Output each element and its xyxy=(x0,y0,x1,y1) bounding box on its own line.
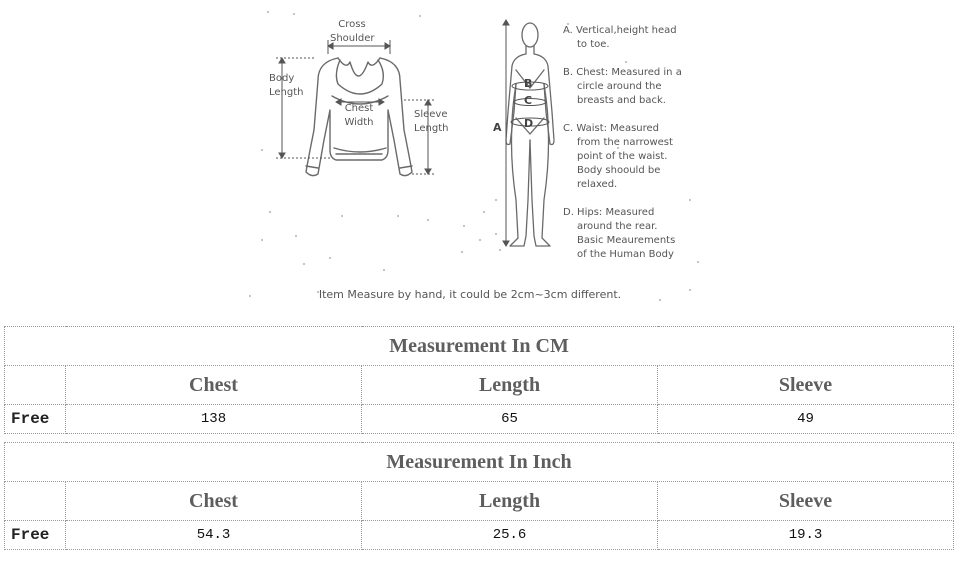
body-letter-a: A xyxy=(493,121,502,134)
note-line: of the Human Body xyxy=(577,249,674,260)
note-vertical xyxy=(563,24,703,52)
note-line: from the narrowest xyxy=(577,137,673,148)
value-sleeve: 49 xyxy=(658,405,954,434)
table-title: Measurement In Inch xyxy=(5,443,954,482)
measurement-disclaimer: Item Measure by hand, it could be 2cm~3cm different. xyxy=(318,288,622,301)
table-header-row xyxy=(5,366,954,405)
row-label: Free xyxy=(5,521,66,550)
note-line: relaxed. xyxy=(577,179,618,190)
header-chest: Chest xyxy=(66,482,362,521)
table-row xyxy=(5,521,954,550)
value-chest: 138 xyxy=(66,405,362,434)
row-label: Free xyxy=(5,405,66,434)
sleeve-length-label: Sleeve Length xyxy=(414,109,449,134)
value-length: 65 xyxy=(362,405,658,434)
value-chest: 54.3 xyxy=(66,521,362,550)
cross-shoulder-label: Cross Shoulder xyxy=(330,19,375,44)
table-row xyxy=(5,405,954,434)
note-hips xyxy=(563,206,703,262)
table-header-row xyxy=(5,482,954,521)
header-length: Length xyxy=(362,366,658,405)
chest-width-label: Chest Width xyxy=(344,103,374,128)
body-letter-b: B xyxy=(524,77,533,90)
note-line: Basic Meaurements xyxy=(577,235,676,246)
note-line: around the rear. xyxy=(577,221,658,232)
header-sleeve: Sleeve xyxy=(658,366,954,405)
note-line: to toe. xyxy=(577,39,610,50)
note-line: A. Vertical,height head xyxy=(563,25,677,36)
table-title-row xyxy=(5,327,954,366)
note-line: point of the waist. xyxy=(577,151,668,162)
note-line: Body shoould be xyxy=(577,165,661,176)
note-line: D. Hips: Measured xyxy=(563,207,655,218)
header-chest: Chest xyxy=(66,366,362,405)
table-title-row xyxy=(5,443,954,482)
note-chest xyxy=(563,66,703,108)
body-letter-c: C xyxy=(524,94,533,107)
body-letter-d: D xyxy=(524,117,534,130)
body-length-label: Body Length xyxy=(269,73,304,98)
value-sleeve: 19.3 xyxy=(658,521,954,550)
note-waist xyxy=(563,122,703,192)
measurement-table-cm xyxy=(4,326,954,434)
value-length: 25.6 xyxy=(362,521,658,550)
note-line: C. Waist: Measured xyxy=(563,123,660,134)
header-length: Length xyxy=(362,482,658,521)
measurement-table-inch xyxy=(4,442,954,550)
header-sleeve: Sleeve xyxy=(658,482,954,521)
note-line: breasts and back. xyxy=(577,95,666,106)
empty-header-cell xyxy=(5,366,66,405)
note-line: B. Chest: Measured in a xyxy=(563,67,682,78)
table-title: Measurement In CM xyxy=(5,327,954,366)
note-line: circle around the xyxy=(577,81,662,92)
empty-header-cell xyxy=(5,482,66,521)
